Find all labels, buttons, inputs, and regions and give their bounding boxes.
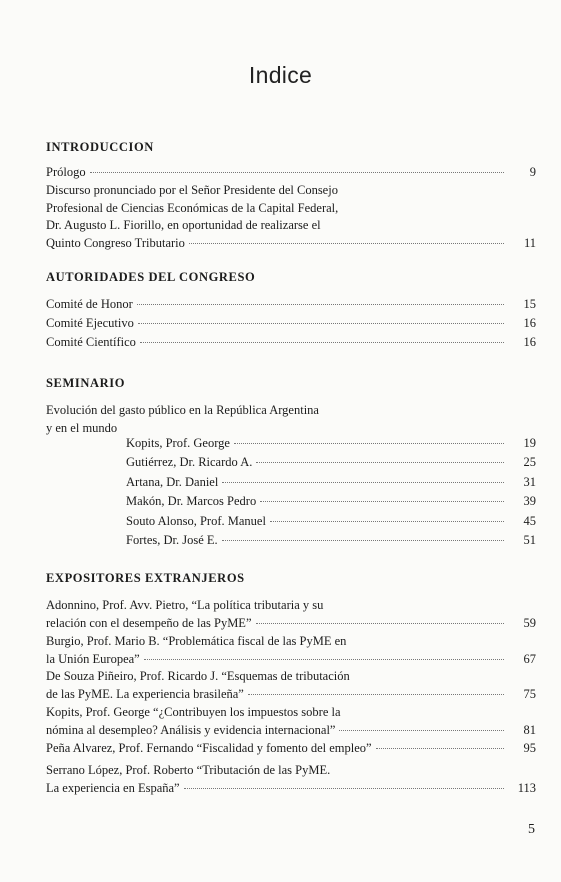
entry-text: De Souza Piñeiro, Prof. Ricardo J. “Esquemas de tributación xyxy=(46,669,350,683)
entry-text: la Unión Europea” xyxy=(46,651,140,666)
entry-text: Prólogo xyxy=(46,165,86,179)
entry-page-number: 16 xyxy=(523,316,536,330)
entry-page-number: 113 xyxy=(517,780,536,795)
entry-page-number: 51 xyxy=(523,533,536,547)
entry-page-number: 19 xyxy=(523,436,536,450)
entry-text: Comité Ejecutivo xyxy=(46,316,134,330)
topic-text: Evolución del gasto público en la República Argentina xyxy=(46,403,319,417)
dot-leader xyxy=(184,788,504,789)
entry-page-number: 95 xyxy=(523,741,536,755)
toc-entry[interactable] xyxy=(126,493,536,511)
entry-text: Artana, Dr. Daniel xyxy=(126,475,219,489)
entry-text: relación con el desempeño de las PyME” xyxy=(46,615,252,630)
section-heading-seminario: SEMINARIO xyxy=(46,376,126,390)
toc-entry[interactable] xyxy=(126,435,536,453)
entry-text: Adonnino, Prof. Avv. Pietro, “La política tributaria y su xyxy=(46,598,324,612)
toc-entry[interactable] xyxy=(46,296,536,314)
entry-text: Comité Científico xyxy=(46,335,136,349)
entry-page-number: 31 xyxy=(523,475,536,489)
entry-page-number: 45 xyxy=(523,514,536,528)
toc-entry[interactable] xyxy=(46,668,536,703)
toc-entry[interactable] xyxy=(46,182,536,252)
page-number: 5 xyxy=(528,822,535,837)
entry-page-number: 9 xyxy=(529,165,536,179)
dot-leader xyxy=(256,462,504,463)
section-heading-expositores: EXPOSITORES EXTRANJEROS xyxy=(46,571,245,585)
toc-entry[interactable] xyxy=(46,704,536,739)
toc-entry[interactable] xyxy=(46,597,536,632)
topic-text: y en el mundo xyxy=(46,420,118,435)
toc-entry[interactable] xyxy=(46,740,536,758)
entry-text: Peña Alvarez, Prof. Fernando “Fiscalidad y fomento del empleo” xyxy=(46,741,372,755)
toc-entry[interactable] xyxy=(126,474,536,492)
toc-entry[interactable] xyxy=(46,762,536,797)
dot-leader xyxy=(376,748,504,749)
entry-text: Quinto Congreso Tributario xyxy=(46,235,185,250)
dot-leader xyxy=(234,443,504,444)
dot-leader xyxy=(270,521,504,522)
entry-page-number: 11 xyxy=(523,235,536,250)
entry-text: Gutiérrez, Dr. Ricardo A. xyxy=(126,455,253,469)
toc-entry[interactable] xyxy=(46,315,536,333)
page-title: Indice xyxy=(248,62,313,88)
entry-text: Profesional de Ciencias Económicas de la Capital Federal, xyxy=(46,200,339,215)
dot-leader xyxy=(144,659,504,660)
toc-entry[interactable] xyxy=(46,164,536,182)
seminar-topic xyxy=(46,402,536,437)
toc-entry[interactable] xyxy=(126,532,536,550)
dot-leader xyxy=(90,172,504,173)
entry-page-number: 39 xyxy=(523,494,536,508)
entry-text: Dr. Augusto L. Fiorillo, en oportunidad de realizarse el xyxy=(46,218,321,232)
dot-leader xyxy=(138,323,504,324)
dot-leader xyxy=(256,623,505,624)
dot-leader xyxy=(339,730,504,731)
toc-entry[interactable] xyxy=(46,334,536,352)
entry-text: Comité de Honor xyxy=(46,297,133,311)
entry-page-number: 81 xyxy=(523,722,536,737)
dot-leader xyxy=(222,482,504,483)
entry-text: Souto Alonso, Prof. Manuel xyxy=(126,514,266,528)
entry-page-number: 67 xyxy=(523,651,536,666)
toc-entry[interactable] xyxy=(126,513,536,531)
entry-text: Serrano López, Prof. Roberto “Tributación de las PyME. xyxy=(46,763,331,777)
entry-page-number: 75 xyxy=(523,686,536,701)
entry-text: Fortes, Dr. José E. xyxy=(126,533,218,547)
entry-page-number: 59 xyxy=(523,615,536,630)
entry-text: nómina al desempleo? Análisis y evidencia internacional” xyxy=(46,722,336,737)
entry-page-number: 15 xyxy=(523,297,536,311)
entry-text: La experiencia en España” xyxy=(46,780,180,795)
entry-text: de las PyME. La experiencia brasileña” xyxy=(46,686,244,701)
entry-page-number: 25 xyxy=(523,455,536,469)
dot-leader xyxy=(137,304,504,305)
entry-text: Discurso pronunciado por el Señor Presidente del Consejo xyxy=(46,183,338,197)
entry-page-number: 16 xyxy=(523,335,536,349)
dot-leader xyxy=(260,501,504,502)
entry-text: Makón, Dr. Marcos Pedro xyxy=(126,494,257,508)
section-heading-introduccion: INTRODUCCION xyxy=(46,140,154,154)
entry-text: Kopits, Prof. George “¿Contribuyen los impuestos sobre la xyxy=(46,705,341,719)
dot-leader xyxy=(248,694,504,695)
dot-leader xyxy=(140,342,504,343)
toc-entry[interactable] xyxy=(46,633,536,668)
dot-leader xyxy=(189,243,504,244)
dot-leader xyxy=(222,540,504,541)
entry-text: Burgio, Prof. Mario B. “Problemática fiscal de las PyME en xyxy=(46,634,347,648)
toc-entry[interactable] xyxy=(126,454,536,472)
section-heading-autoridades: AUTORIDADES DEL CONGRESO xyxy=(46,270,256,284)
entry-text: Kopits, Prof. George xyxy=(126,436,230,450)
